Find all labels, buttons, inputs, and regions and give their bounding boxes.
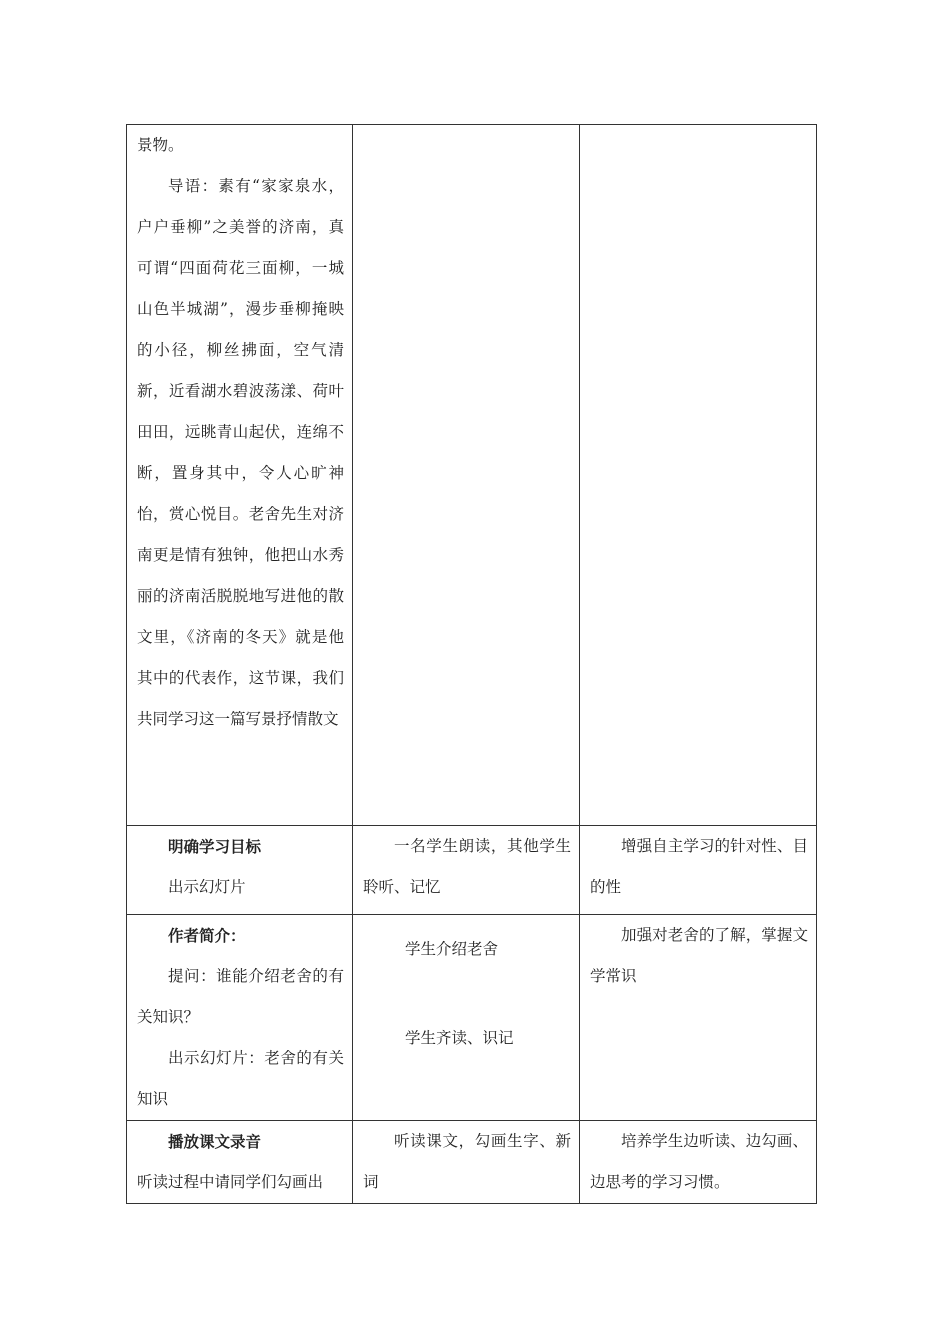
intro-paragraph: 导语：素有“家家泉水，户户垂柳”之美誉的济南，真可谓“四面荷花三面柳，一城山色半城湖”，漫步垂柳掩映的小径，柳丝拂面，空气清新，近看湖水碧波荡漾、荷叶田田，远眺青山起伏，连绵不断，置身其中，令人心旷神怡，赏心悦目。老舍先生对济南更是情有独钟，他把山水秀丽的济南活脱脱地写进他的散文里，《济南的冬天》就是他其中的代表作，这节课，我们共同学习这一篇写景抒情散文 xyxy=(137,177,344,728)
cell-text: 增强自主学习的针对性、目的性 xyxy=(590,837,808,896)
table-row xyxy=(127,1121,817,1204)
cell-text: 听读过程中请同学们勾画出 xyxy=(137,1173,324,1191)
cell-text: 提问：谁能介绍老舍的有关知识？ xyxy=(137,967,344,1026)
teacher-activity-cell xyxy=(127,125,353,826)
design-intent-cell xyxy=(580,1121,817,1204)
student-activity-cell xyxy=(353,915,580,1121)
cell-text: 出示幻灯片：老舍的有关知识 xyxy=(137,1049,344,1108)
teacher-activity-cell xyxy=(127,826,353,915)
design-intent-cell xyxy=(580,125,817,826)
cell-text: 一名学生朗读，其他学生聆听、记忆 xyxy=(363,837,571,896)
section-heading: 作者简介： xyxy=(168,926,246,945)
continued-text: 景物。 xyxy=(137,136,184,154)
student-activity-cell xyxy=(353,1121,580,1204)
cell-text: 学生齐读、识记 xyxy=(405,1029,514,1047)
teacher-activity-cell xyxy=(127,915,353,1121)
section-heading: 明确学习目标 xyxy=(168,837,262,856)
cell-text: 培养学生边听读、边勾画、边思考的学习习惯。 xyxy=(590,1132,808,1191)
lesson-plan-table xyxy=(126,124,817,1204)
table-row xyxy=(127,826,817,915)
table-row xyxy=(127,915,817,1121)
design-intent-cell xyxy=(580,826,817,915)
table-row xyxy=(127,125,817,826)
student-activity-cell xyxy=(353,125,580,826)
student-activity-cell xyxy=(353,826,580,915)
cell-text: 听读课文，勾画生字、新词 xyxy=(363,1132,571,1191)
cell-text: 学生介绍老舍 xyxy=(405,940,499,958)
cell-text: 出示幻灯片 xyxy=(168,878,246,896)
cell-text: 加强对老舍的了解，掌握文学常识 xyxy=(590,926,808,985)
design-intent-cell xyxy=(580,915,817,1121)
section-heading: 播放课文录音 xyxy=(168,1132,262,1151)
teacher-activity-cell xyxy=(127,1121,353,1204)
